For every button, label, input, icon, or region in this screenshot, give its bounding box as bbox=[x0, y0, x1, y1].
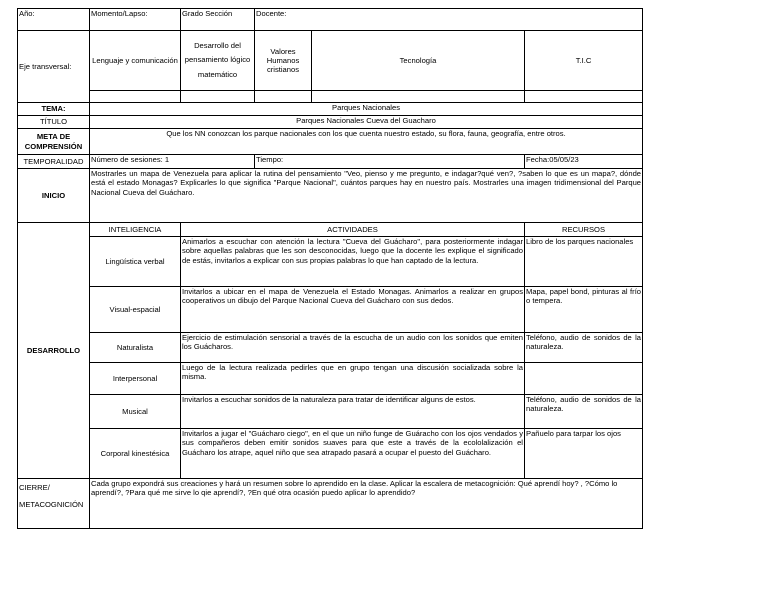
inteligencia-cell: Musical bbox=[90, 395, 181, 429]
temporalidad-label: TEMPORALIDAD bbox=[18, 155, 90, 169]
tema-label: TEMA: bbox=[18, 103, 90, 116]
table-row bbox=[18, 363, 643, 395]
eje-desarrollo: Desarrollo del pensamiento lógico matemático bbox=[181, 31, 255, 91]
table-row bbox=[18, 237, 643, 287]
inteligencia-cell: Lingüística verbal bbox=[90, 237, 181, 287]
inicio-label: INICIO bbox=[18, 169, 90, 223]
temporalidad-row bbox=[18, 155, 643, 169]
actividad-cell: Invitarlos a ubicar en el mapa de Venezuela el Estado Monagas. Animarlos a realizar en grupos cooperativos un dibujo del Parque Nacional Cueva del Guácharo con sus dedos. bbox=[181, 287, 525, 333]
grado-label: Grado Sección bbox=[181, 9, 255, 31]
inteligencia-cell: Naturalista bbox=[90, 333, 181, 363]
momento-label: Momento/Lapso: bbox=[90, 9, 181, 31]
fecha-value: Fecha:05/05/23 bbox=[525, 155, 643, 169]
recursos-cell bbox=[525, 363, 643, 395]
table-row bbox=[18, 287, 643, 333]
header-row bbox=[18, 9, 643, 31]
actividad-cell: Luego de la lectura realizada pedirles que en grupo tengan una discusión socializada sobre la misma. bbox=[181, 363, 525, 395]
actividad-cell: Ejercicio de estimulación sensorial a través de la escucha de un audio con los sonidos que emiten los Guácharos. bbox=[181, 333, 525, 363]
desarrollo-label: DESARROLLO bbox=[18, 223, 90, 479]
actividad-cell: Invitarlos a escuchar sonidos de la naturaleza para tratar de identificar alguns de estos. bbox=[181, 395, 525, 429]
table-row bbox=[18, 429, 643, 479]
titulo-label: TÍTULO bbox=[18, 116, 90, 129]
inteligencia-header: INTELIGENCIA bbox=[90, 223, 181, 237]
table-row bbox=[18, 395, 643, 429]
eje-row bbox=[18, 31, 643, 91]
actividad-cell: Invitarlos a jugar el "Guácharo ciego", en el que un niño funge de Guáracho con los ojos vendados y sus compañeros deben emitir sonidos suaves para que este a través de la ecololalización el Guácharo los atrape, aquel niño que sea atrapado pasará a ocupar el puesto del Guácharo. bbox=[181, 429, 525, 479]
cierre-text: Cada grupo expondrá sus creaciones y hará un resumen sobre lo aprendido en la clase. Aplicar la escalera de metacognición: Qué aprendí hoy? , ?Cómo lo aprendí?, ?Para qué me sirve lo qie aprendí?, ?En qué otra ocasión puedo aplicar lo aprendido? bbox=[90, 479, 643, 529]
eje-tecnologia: Tecnología bbox=[312, 31, 525, 91]
meta-label: META DE COMPRENSIÓN bbox=[18, 129, 90, 155]
inteligencia-cell: Corporal kinestésica bbox=[90, 429, 181, 479]
titulo-row bbox=[18, 116, 643, 129]
eje-blank-2 bbox=[181, 91, 255, 103]
eje-blank-4 bbox=[312, 91, 525, 103]
inteligencia-cell: Visual-espacial bbox=[90, 287, 181, 333]
tema-value: Parques Nacionales bbox=[90, 103, 643, 116]
tiempo-value: Tiempo: bbox=[255, 155, 525, 169]
anio-label: Año: bbox=[18, 9, 90, 31]
eje-blank-5 bbox=[525, 91, 643, 103]
desarrollo-header-row bbox=[18, 223, 643, 237]
eje-valores: Valores Humanos cristianos bbox=[255, 31, 312, 91]
lesson-plan-table bbox=[17, 8, 643, 529]
eje-blank-1 bbox=[90, 91, 181, 103]
actividad-cell: Animarlos a escuchar con atención la lectura "Cueva del Guácharo", para posteriormente indagar sobre aquellas palabras que les son desconocidas, luego que la docente les explique el significado de estás, invitarlos a explicar con sus propias palabras lo que han captado de la lectura. bbox=[181, 237, 525, 287]
recursos-header: RECURSOS bbox=[525, 223, 643, 237]
inicio-row bbox=[18, 169, 643, 223]
recursos-cell: Teléfono, audio de sonidos de la naturaleza. bbox=[525, 395, 643, 429]
cierre-row bbox=[18, 479, 643, 529]
inicio-text: Mostrarles un mapa de Venezuela para aplicar la rutina del pensamiento "Veo, pienso y me pregunto, e indagar?qué ven?, ?saben lo que es un mapa?, dónde está el estado Monagas? Explicarles lo que significa "Parque Nacional", cuántos parques hay en nuestro país. Mostrarles una imagen tridimensional del Parque Nacional Cueva del Guácharo. bbox=[90, 169, 643, 223]
table-row bbox=[18, 333, 643, 363]
recursos-cell: Pañuelo para tarpar los ojos bbox=[525, 429, 643, 479]
docente-label: Docente: bbox=[255, 9, 643, 31]
actividades-header: ACTIVIDADES bbox=[181, 223, 525, 237]
titulo-value: Parques Nacionales Cueva del Guacharo bbox=[90, 116, 643, 129]
tema-row bbox=[18, 103, 643, 116]
eje-blank-row bbox=[18, 91, 643, 103]
eje-tic: T.I.C bbox=[525, 31, 643, 91]
eje-lenguaje: Lenguaje y comunicación bbox=[90, 31, 181, 91]
meta-row bbox=[18, 129, 643, 155]
meta-value: Que los NN conozcan los parque nacionales con los que cuenta nuestro estado, su flora, fauna, geografía, entre otros. bbox=[90, 129, 643, 155]
inteligencia-cell: Interpersonal bbox=[90, 363, 181, 395]
recursos-cell: Teléfono, audio de sonidos de la naturaleza. bbox=[525, 333, 643, 363]
cierre-label: CIERRE/ METACOGNICIÓN bbox=[18, 479, 90, 529]
recursos-cell: Libro de los parques nacionales bbox=[525, 237, 643, 287]
recursos-cell: Mapa, papel bond, pinturas al frío o tempera. bbox=[525, 287, 643, 333]
sesiones-value: Número de sesiones: 1 bbox=[90, 155, 255, 169]
eje-blank-3 bbox=[255, 91, 312, 103]
eje-label: Eje transversal: bbox=[18, 31, 90, 103]
